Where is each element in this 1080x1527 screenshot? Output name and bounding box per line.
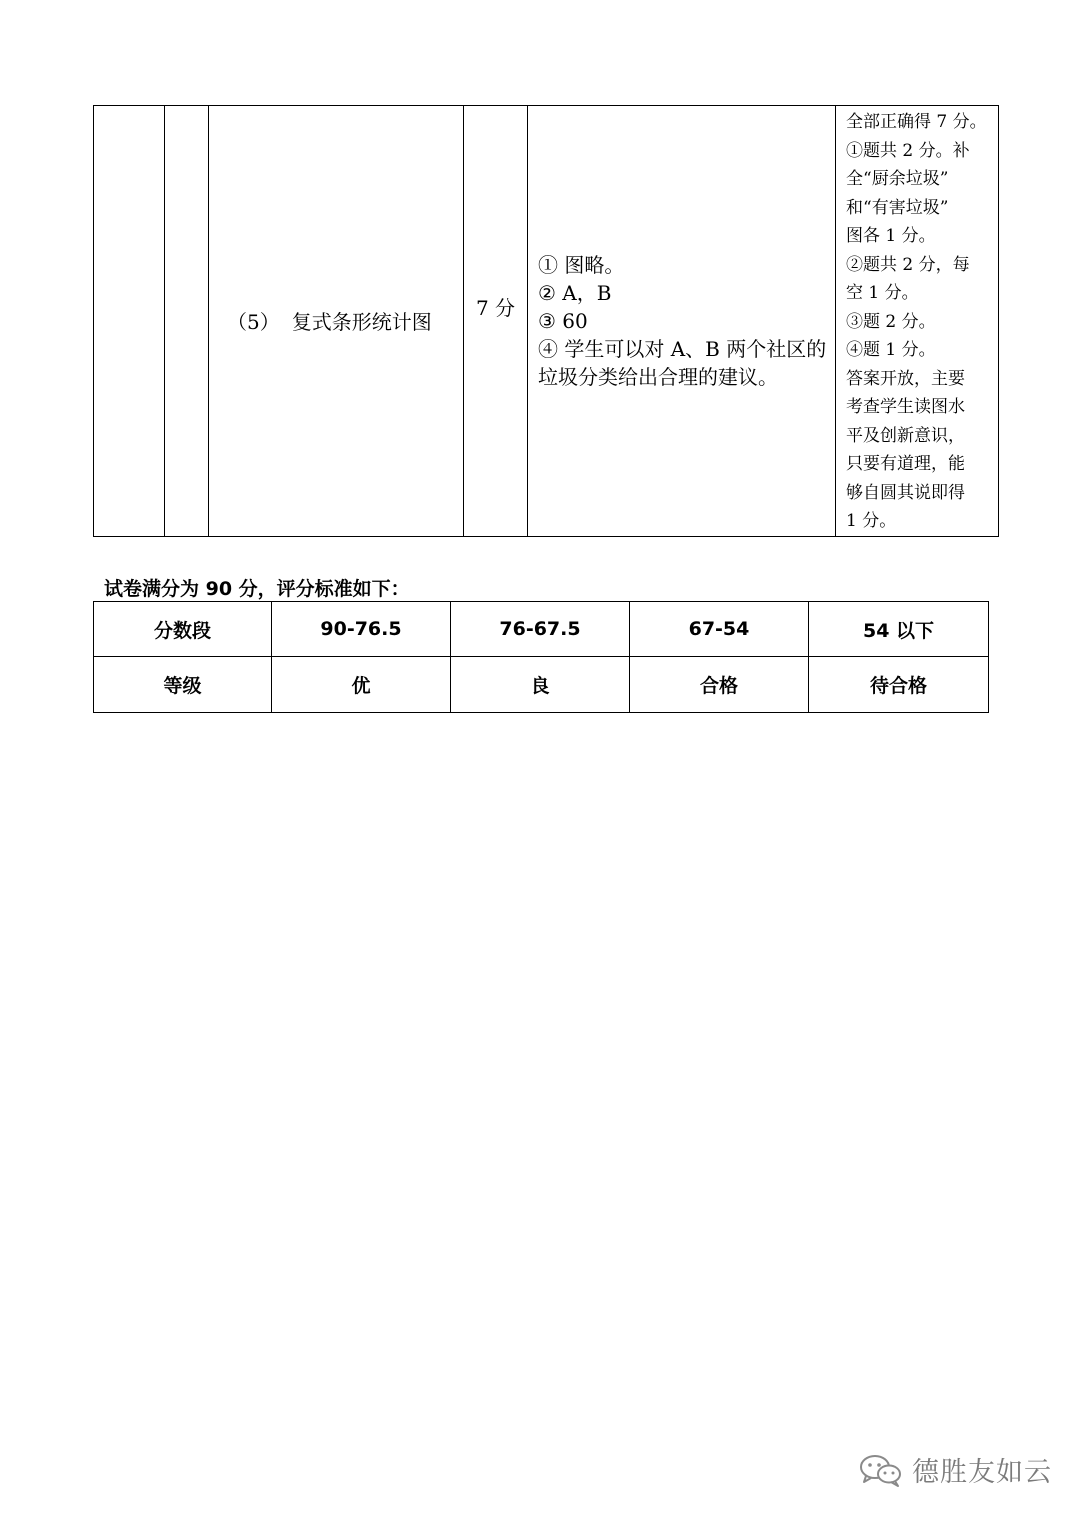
rubric-line: 答案开放，主要 [846,368,965,389]
rubric-line: 够自圆其说即得 [846,482,965,503]
answer-line: ② A，B [538,280,612,305]
answer-row [94,106,999,537]
level-cell: 良 [451,657,630,713]
rubric-line: 空 1 分。 [846,283,919,303]
rubric-line: ②题共 2 分，每 [846,254,970,275]
rubric-line: 1 分。 [846,511,897,531]
score-range-cell: 67-54 [630,602,809,657]
rubric-line: ③题 2 分。 [846,311,936,332]
score-range-cell: 90-76.5 [272,602,451,657]
empty-cell-2 [165,106,209,537]
watermark-text: 德胜友如云 [912,1457,1052,1488]
answer-line: ③ 60 [538,308,588,333]
score-range-cell: 76-67.5 [451,602,630,657]
level-cell: 优 [272,657,451,713]
rubric-line: 图各 1 分。 [846,226,936,246]
score-range-row [94,602,989,657]
level-row [94,657,989,713]
rubric-cell [836,106,999,537]
rubric-line: ①题共 2 分。补 [846,140,970,161]
empty-cell-1 [94,106,165,537]
item-cell [209,106,464,537]
answer-line: ① 图略。 [538,252,625,277]
level-cell: 待合格 [809,657,989,713]
item-name: 复式条形统计图 [291,310,432,335]
row-label-score-range: 分数段 [94,602,272,657]
grading-table [93,601,989,713]
level-cell: 合格 [630,657,809,713]
answer-table [93,105,999,537]
rubric-line: 只要有道理，能 [846,454,965,474]
answer-cell [528,106,836,537]
grading-heading: 试卷满分为 90 分，评分标准如下： [104,578,410,600]
rubric-line: 平及创新意识， [846,425,965,446]
watermark [858,1450,1052,1489]
score-cell [464,106,528,537]
rubric-line: 考查学生读图水 [846,397,965,417]
rubric-line: ④题 1 分。 [846,340,936,360]
rubric-line: 全“厨余垃圾” [846,169,949,189]
item-number: （5） [227,310,280,335]
wechat-icon [858,1452,904,1488]
answer-line: ④ 学生可以对 A、B 两个社区的垃圾分类给出合理的建议。 [538,336,827,389]
item-score: 7 分 [475,296,516,320]
rubric-line: 和“有害垃圾” [846,197,949,218]
rubric-line: 全部正确得 7 分。 [846,112,987,132]
score-range-cell: 54 以下 [809,602,989,657]
row-label-level: 等级 [94,657,272,713]
